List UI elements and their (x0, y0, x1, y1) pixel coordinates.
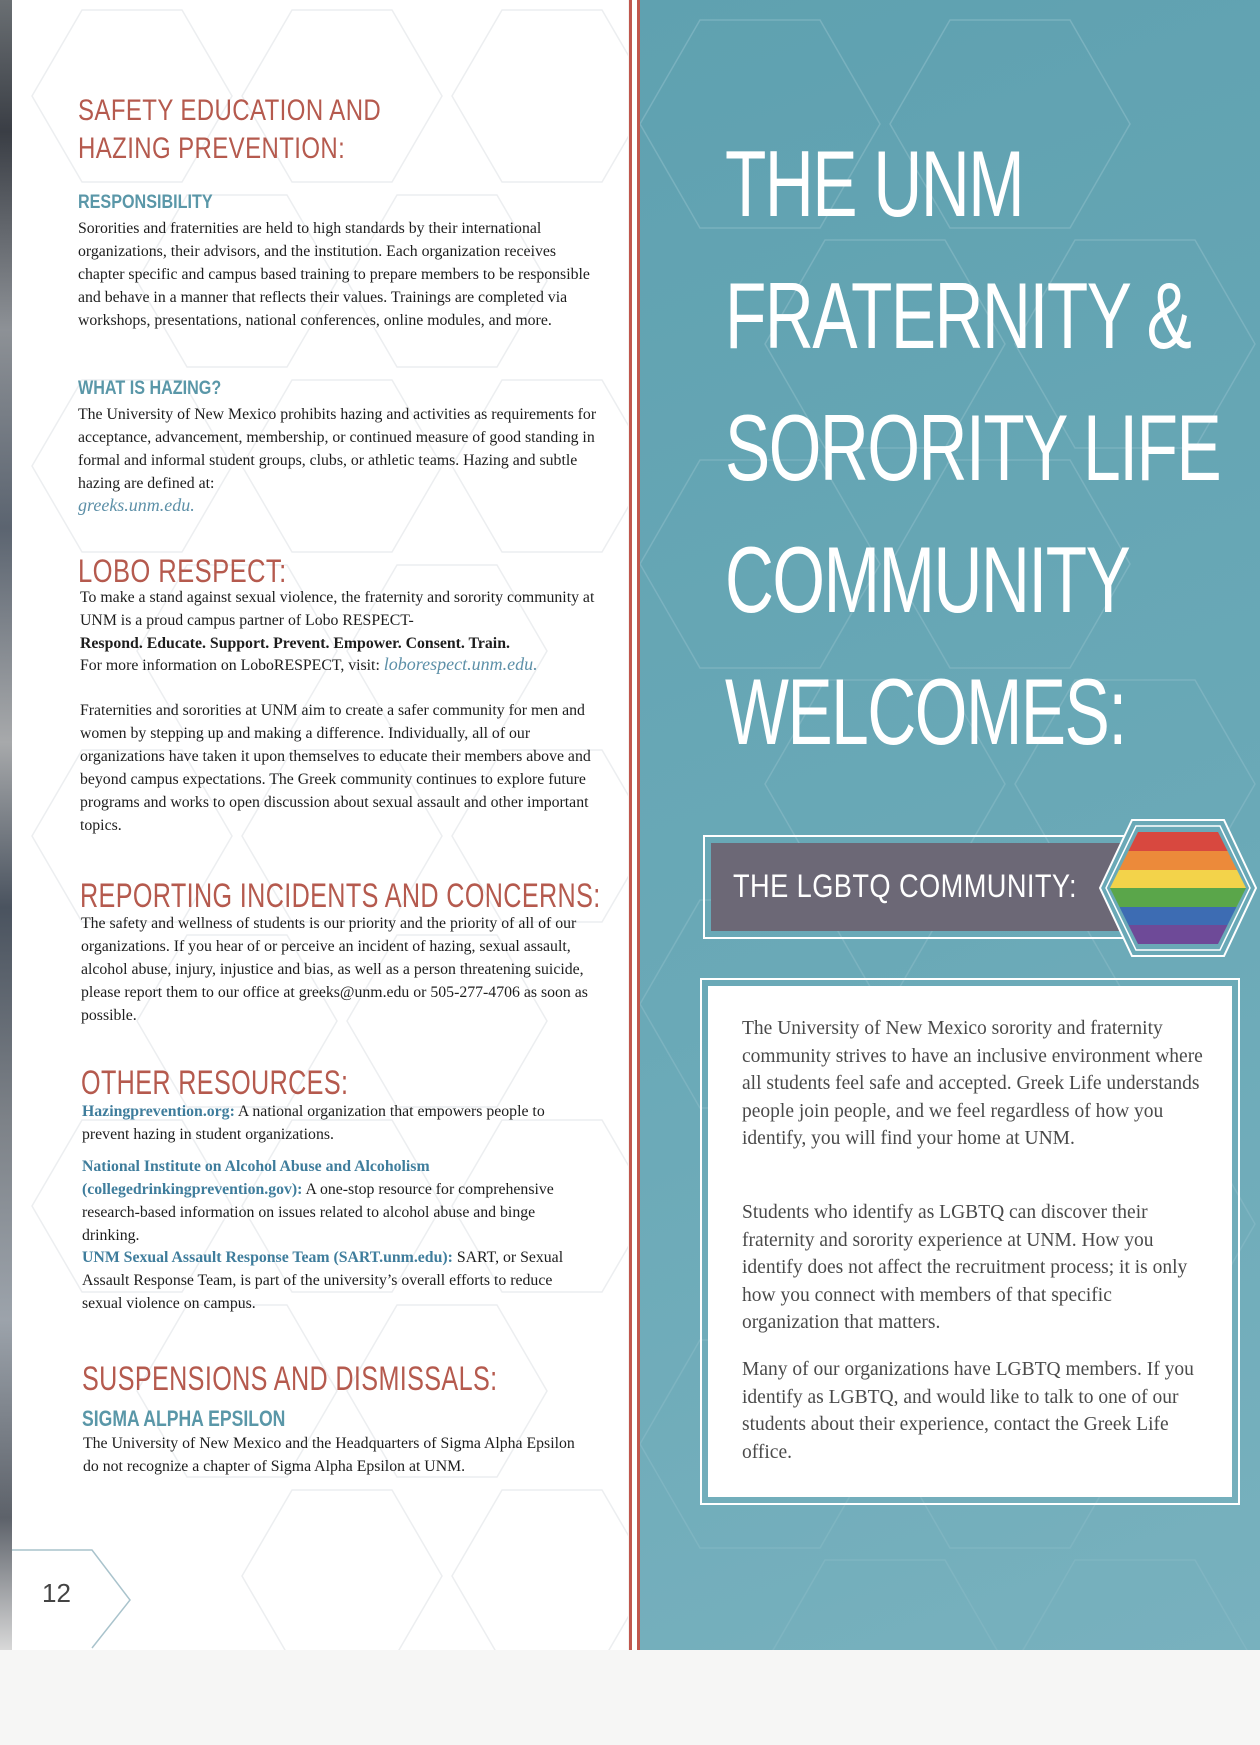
page-number: 12 (42, 1578, 71, 1608)
hazing-title: WHAT IS HAZING? (78, 378, 222, 399)
resource-item-3-body: SART, or Sexual Assault Response Team, is part of the university’s overall efforts to reduce sexual violence on campus. (82, 1249, 564, 1312)
hazingprevention-link[interactable]: Hazingprevention.org: (82, 1103, 235, 1120)
title-line-1: THE UNM (725, 131, 1024, 236)
safety-heading-line2: HAZING PREVENTION: (78, 132, 346, 165)
loborespect-link[interactable]: loborespect.unm.edu. (383, 654, 538, 674)
lgbtq-paragraph-1: The University of New Mexico sorority and fraternity community strives to have an inclusive environment where all students feel safe and accepted. Greek Life understands people join people, and we feel regardless of how you identify, you will find your home at UNM. (742, 1018, 1203, 1149)
resource-item-2-body: A one-stop resource for comprehensive research-based information on issues related to alcohol abuse and binge drinking. (82, 1181, 554, 1244)
page-number-tab (12, 1548, 142, 1658)
title-line-2: FRATERNITY & (725, 263, 1191, 368)
greeks-link[interactable]: greeks.unm.edu. (78, 495, 195, 515)
reporting-body: The safety and wellness of students is our priority and the priority of all of our organizations. If you hear of or perceive an incident of hazing, sexual assault, alcohol abuse, injury, injustice and bias, as well as a person threatening suicide, please report them to our office at greeks@unm.edu or 505-277-4706 as soon as possible. (81, 915, 588, 1024)
sae-subtitle: SIGMA ALPHA EPSILON (82, 1406, 286, 1431)
rainbow-hexagon-icon (1098, 818, 1258, 958)
resource-item-1 (82, 1100, 582, 1146)
resource-item-1-body: A national organization that empowers people to prevent hazing in student organizations. (82, 1103, 545, 1143)
scan-edge (0, 0, 12, 1650)
suspensions-heading: SUSPENSIONS AND DISMISSALS: (82, 1360, 498, 1398)
title-line-4: COMMUNITY (725, 527, 1130, 632)
resource-item-2 (82, 1155, 582, 1247)
lgbtq-heading: THE LGBTQ COMMUNITY: (733, 868, 1077, 904)
sart-link[interactable]: UNM Sexual Assault Response Team (SART.unm.edu): (82, 1249, 453, 1266)
reporting-heading: REPORTING INCIDENTS AND CONCERNS: (80, 877, 601, 915)
resource-item-3 (82, 1246, 592, 1315)
lobo-body2: Fraternities and sororities at UNM aim to create a safer community for men and women by stepping up and making a difference. Individually, all of our organizations have taken it upon themselves to educate their members above and beyond campus expectations. The Greek community continues to explore future programs and works to open discussion about sexual assault and other important topics. (80, 702, 591, 834)
responsibility-title: RESPONSIBILITY (78, 192, 213, 213)
stripe-yellow (1098, 870, 1258, 888)
lobo-heading: LOBO RESPECT: (78, 553, 287, 589)
hazing-body: The University of New Mexico prohibits hazing and activities as requirements for acceptance, advancement, membership, or continued measure of good standing in formal and informal student groups, clubs, or athletic teams. Hazing and subtle hazing are defined at: (78, 406, 597, 492)
main-title (725, 118, 1220, 778)
title-line-5: WELCOMES: (725, 659, 1126, 764)
resources-heading: OTHER RESOURCES: (81, 1064, 349, 1102)
sae-body: The University of New Mexico and the Headquarters of Sigma Alpha Epsilon do not recognize a chapter of Sigma Alpha Epsilon at UNM. (83, 1435, 575, 1475)
lobo-bold-line: Respond. Educate. Support. Prevent. Empower. Consent. Train. (80, 635, 510, 652)
bottom-margin (0, 1650, 1260, 1745)
niaaa-link[interactable]: National Institute on Alcohol Abuse and Alcoholism (collegedrinkingprevention.gov): (82, 1158, 430, 1198)
stripe-green (1098, 888, 1258, 907)
responsibility-body: Sororities and fraternities are held to high standards by their international organizations, their advisors, and the institution. Each organization receives chapter specific and campus based training to prepare members to be responsible and behave in a manner that reflects their values. Trainings are completed via workshops, presentations, national conferences, online modules, and more. (78, 220, 590, 329)
lgbtq-paragraph-3: Many of our organizations have LGBTQ members. If you identify as LGBTQ, and would like to talk to one of our students about their experience, contact the Greek Life office. (742, 1359, 1194, 1463)
lgbtq-paragraph-2: Students who identify as LGBTQ can discover their fraternity and sorority experience at UNM. How you identify does not affect the recruitment process; it is only how you connect with members of that specific organization that matters. (742, 1202, 1188, 1333)
safety-heading-line1: SAFETY EDUCATION AND (78, 94, 382, 127)
lobo-more-info-text: For more information on LoboRESPECT, visit: (80, 657, 380, 674)
lobo-body: To make a stand against sexual violence, the fraternity and sorority community at UNM is a proud campus partner of Lobo RESPECT- (80, 589, 595, 629)
title-line-3: SORORITY LIFE (725, 395, 1221, 500)
lobo-more-info (80, 653, 620, 677)
